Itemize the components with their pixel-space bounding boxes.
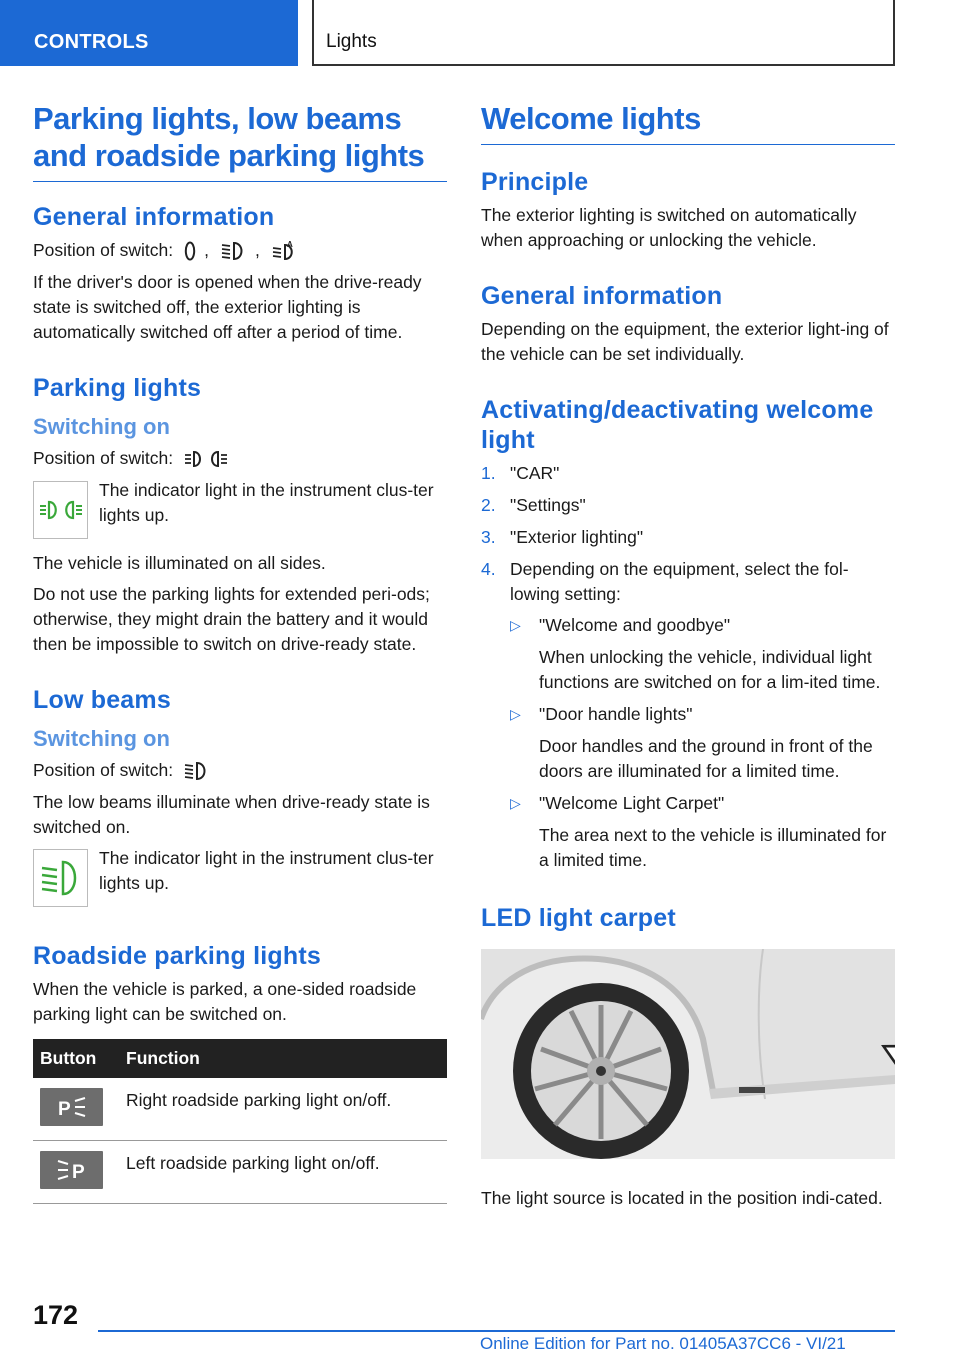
option-label: "Welcome Light Carpet" <box>539 793 725 813</box>
parking-indicator-light-icon <box>33 481 88 539</box>
list-item: 4. Depending on the equipment, select the fol-lowing setting: ▷ "Welcome and goodbye" When unlocking the vehicle, individual light functions are switched on for a lim-ited time. ▷ "Door handle lights" Door handles and the ground in front of the doors are illuminated for a limited time. ▷ "Welcome Light Carpet" The area next to the vehicle is illuminated for a limited time. <box>481 557 895 880</box>
edition-footer: Online Edition for Part no. 01405A37CC6 - VI/21 <box>480 1334 846 1353</box>
low-beams-indicator-text: The indicator light in the instrument clus-ter lights up. <box>99 848 434 893</box>
parking-lights-icon <box>183 448 229 470</box>
bullet-triangle-icon: ▷ <box>510 617 521 633</box>
table-row <box>33 1078 447 1141</box>
section-title: CONTROLS <box>34 31 149 53</box>
activation-steps <box>481 461 895 880</box>
list-item <box>510 791 895 873</box>
column-header-button: Button <box>33 1039 119 1078</box>
activating-heading: Activating/deactivating welcome light <box>481 396 874 454</box>
roadside-function-table <box>33 1039 447 1204</box>
svg-text:A: A <box>286 239 293 249</box>
chapter-title: Lights <box>326 31 377 52</box>
low-beam-indicator-light-icon <box>33 849 88 907</box>
list-item <box>510 702 895 784</box>
page-title: Parking lights, low beams and roadside parking lights <box>33 100 447 182</box>
parking-indicator-text: The indicator light in the instrument clus-ter lights up. <box>99 480 434 525</box>
low-beam-icon <box>183 760 211 782</box>
roadside-parking-heading: Roadside parking lights <box>33 942 321 970</box>
low-beams-indicator-row <box>33 846 447 907</box>
list-item: 1. "CAR" <box>481 461 895 486</box>
option-description: When unlocking the vehicle, individual light functions are switched on for a lim-ited time. <box>539 647 881 692</box>
chapter-tab <box>312 0 895 66</box>
list-item: 3. "Exterior lighting" <box>481 525 895 550</box>
principle-heading: Principle <box>481 168 589 196</box>
low-beams-text: The low beams illuminate when drive-ready state is switched on. <box>33 792 430 837</box>
column-header-function: Function <box>119 1039 447 1078</box>
function-cell: Right roadside parking light on/off. <box>119 1078 447 1141</box>
option-description: Door handles and the ground in front of the doors are illuminated for a limited time. <box>539 736 873 781</box>
table-row <box>33 1141 447 1204</box>
right-roadside-parking-icon <box>40 1088 103 1126</box>
list-item: 2. "Settings" <box>481 493 895 518</box>
svg-text:P: P <box>71 1162 85 1182</box>
option-label: "Welcome and goodbye" <box>539 615 731 635</box>
low-beams-heading: Low beams <box>33 686 171 714</box>
welcome-lights-title: Welcome lights <box>481 100 895 145</box>
step-text: Depending on the equipment, select the fol-lowing setting: <box>510 559 849 604</box>
roadside-parking-text: When the vehicle is parked, a one-sided roadside parking light can be switched on. <box>33 979 417 1024</box>
parking-switching-on-heading: Switching on <box>33 414 170 439</box>
low-beam-icon <box>220 240 248 262</box>
led-light-carpet-heading: LED light carpet <box>481 904 676 932</box>
section-tab <box>0 0 298 66</box>
option-label: "Door handle lights" <box>539 704 693 724</box>
car-wheel-photo <box>481 949 895 1159</box>
option-description: The area next to the vehicle is illuminated for a limited time. <box>539 825 887 870</box>
footer-rule <box>98 1330 895 1332</box>
general-info-text: If the driver's door is opened when the drive-ready state is switched off, the exterior lighting is automatically switched off after a period of time. <box>33 272 422 342</box>
switch-label: Position of switch: <box>33 760 174 780</box>
led-carpet-caption: The light source is located in the position indi-cated. <box>481 1188 883 1208</box>
setting-options <box>510 613 895 873</box>
right-column <box>481 100 895 1217</box>
switch-label: Position of switch: <box>33 448 174 468</box>
switch-label: Position of switch: <box>33 240 174 260</box>
low-beams-switching-on-heading: Switching on <box>33 726 170 751</box>
parking-indicator-row <box>33 478 447 539</box>
general-info-heading: General information <box>33 203 275 231</box>
menu-path-exterior-lighting: "Exterior lighting" <box>510 527 644 547</box>
automatic-headlight-icon <box>271 240 299 262</box>
low-beams-switch-position <box>33 758 447 783</box>
bullet-triangle-icon: ▷ <box>510 706 521 722</box>
switch-positions: Position of switch: , , A <box>33 238 447 263</box>
left-roadside-parking-icon <box>40 1151 103 1189</box>
welcome-general-info-heading: General information <box>481 282 723 310</box>
menu-path-car: "CAR" <box>510 463 560 483</box>
bullet-triangle-icon: ▷ <box>510 795 521 811</box>
parking-text-2: Do not use the parking lights for extended peri-ods; otherwise, they might drain the battery and it would then be impossible to switch on drive-ready state. <box>33 584 430 654</box>
list-item <box>510 613 895 695</box>
menu-path-settings: "Settings" <box>510 495 586 515</box>
page-number: 172 <box>33 1300 79 1330</box>
parking-lights-off-icon <box>183 240 197 262</box>
welcome-general-info-text: Depending on the equipment, the exterior light-ing of the vehicle can be set individually. <box>481 319 889 364</box>
parking-switch-position <box>33 446 447 471</box>
left-column <box>33 100 447 1204</box>
parking-text-1: The vehicle is illuminated on all sides. <box>33 553 326 573</box>
function-cell: Left roadside parking light on/off. <box>119 1141 447 1204</box>
svg-text:P: P <box>57 1099 71 1119</box>
principle-text: The exterior lighting is switched on automatically when approaching or unlocking the vehicle. <box>481 205 857 250</box>
parking-lights-heading: Parking lights <box>33 374 202 402</box>
